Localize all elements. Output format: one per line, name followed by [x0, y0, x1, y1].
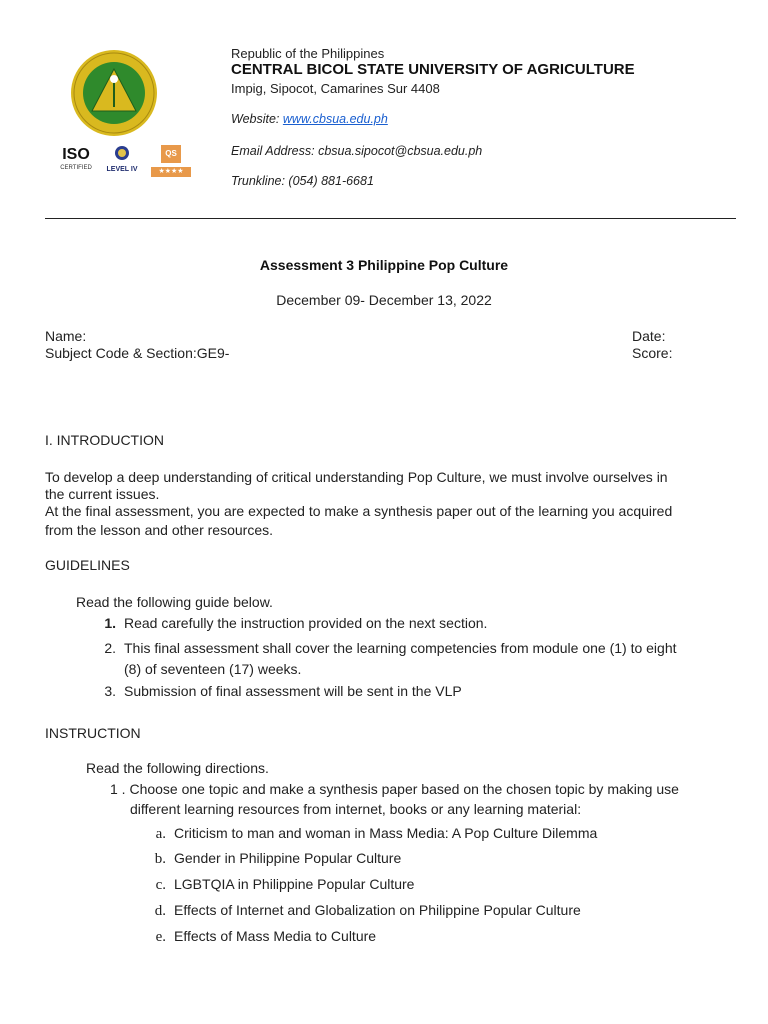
topic-item-d: d. Effects of Internet and Globalization on Philippine Popular Culture [154, 902, 581, 919]
subject-label: Subject Code & Section:GE9- [45, 345, 230, 361]
accreditation-seal-icon [114, 145, 130, 161]
name-label: Name: [45, 328, 87, 344]
qs-stars-badge: QS ★★★★ [151, 145, 191, 177]
accreditation-badges [58, 145, 198, 185]
score-label: Score: [632, 345, 673, 361]
assessment-title: Assessment 3 Philippine Pop Culture [259, 257, 509, 273]
university-name: CENTRAL BICOL STATE UNIVERSITY OF AGRICULTURE [231, 61, 635, 78]
iso-badge: ISO CERTIFIED [60, 146, 92, 171]
university-address: Impig, Sipocot, Camarines Sur 4408 [231, 81, 440, 96]
university-seal-logo [70, 49, 158, 137]
topic-item-b: b. Gender in Philippine Popular Culture [154, 850, 402, 867]
guideline-item-3: 3. Submission of final assessment will be sent in the VLP [104, 683, 462, 699]
trunkline-line: Trunkline: (054) 881-6681 [231, 174, 374, 188]
instruction-item-1-line-2: different learning resources from internet, books or any learning material: [130, 801, 582, 817]
instruction-item-1-line-1: 1 . Choose one topic and make a synthesis paper based on the chosen topic by making use [110, 781, 679, 797]
guidelines-heading: GUIDELINES [45, 557, 130, 573]
intro-paragraph-1-line-2: the current issues. [45, 486, 160, 502]
guideline-item-2: 2. This final assessment shall cover the learning competencies from module one (1) to eight [104, 640, 677, 656]
intro-paragraph-2-line-2: from the lesson and other resources. [45, 522, 274, 538]
instruction-heading: INSTRUCTION [45, 725, 141, 741]
website-line: Website: www.cbsua.edu.ph [231, 112, 388, 126]
date-label: Date: [632, 328, 666, 344]
republic-text: Republic of the Philippines [231, 46, 385, 61]
instruction-lead: Read the following directions. [86, 760, 269, 776]
header-divider [45, 218, 736, 219]
intro-paragraph-2-line-1: At the final assessment, you are expected to make a synthesis paper out of the learning you acquired [45, 503, 673, 519]
intro-paragraph-1-line-1: To develop a deep understanding of critical understanding Pop Culture, we must involve ourselves in [45, 469, 668, 485]
assessment-dates: December 09- December 13, 2022 [276, 292, 492, 308]
level-iv-badge: LEVEL IV [102, 145, 142, 174]
guideline-item-1: 1. Read carefully the instruction provided on the next section. [104, 615, 488, 631]
topic-item-e: e. Effects of Mass Media to Culture [155, 928, 377, 945]
topic-item-c: c. LGBTQIA in Philippine Popular Culture [155, 876, 415, 893]
email-line: Email Address: cbsua.sipocot@cbsua.edu.ph [231, 144, 483, 158]
guideline-item-2-continuation: (8) of seventeen (17) weeks. [124, 661, 302, 677]
introduction-heading: I. INTRODUCTION [45, 432, 164, 448]
guidelines-lead: Read the following guide below. [76, 594, 273, 610]
topic-item-a: a. Criticism to man and woman in Mass Media: A Pop Culture Dilemma [155, 825, 598, 842]
website-link[interactable]: www.cbsua.edu.ph [282, 112, 388, 126]
